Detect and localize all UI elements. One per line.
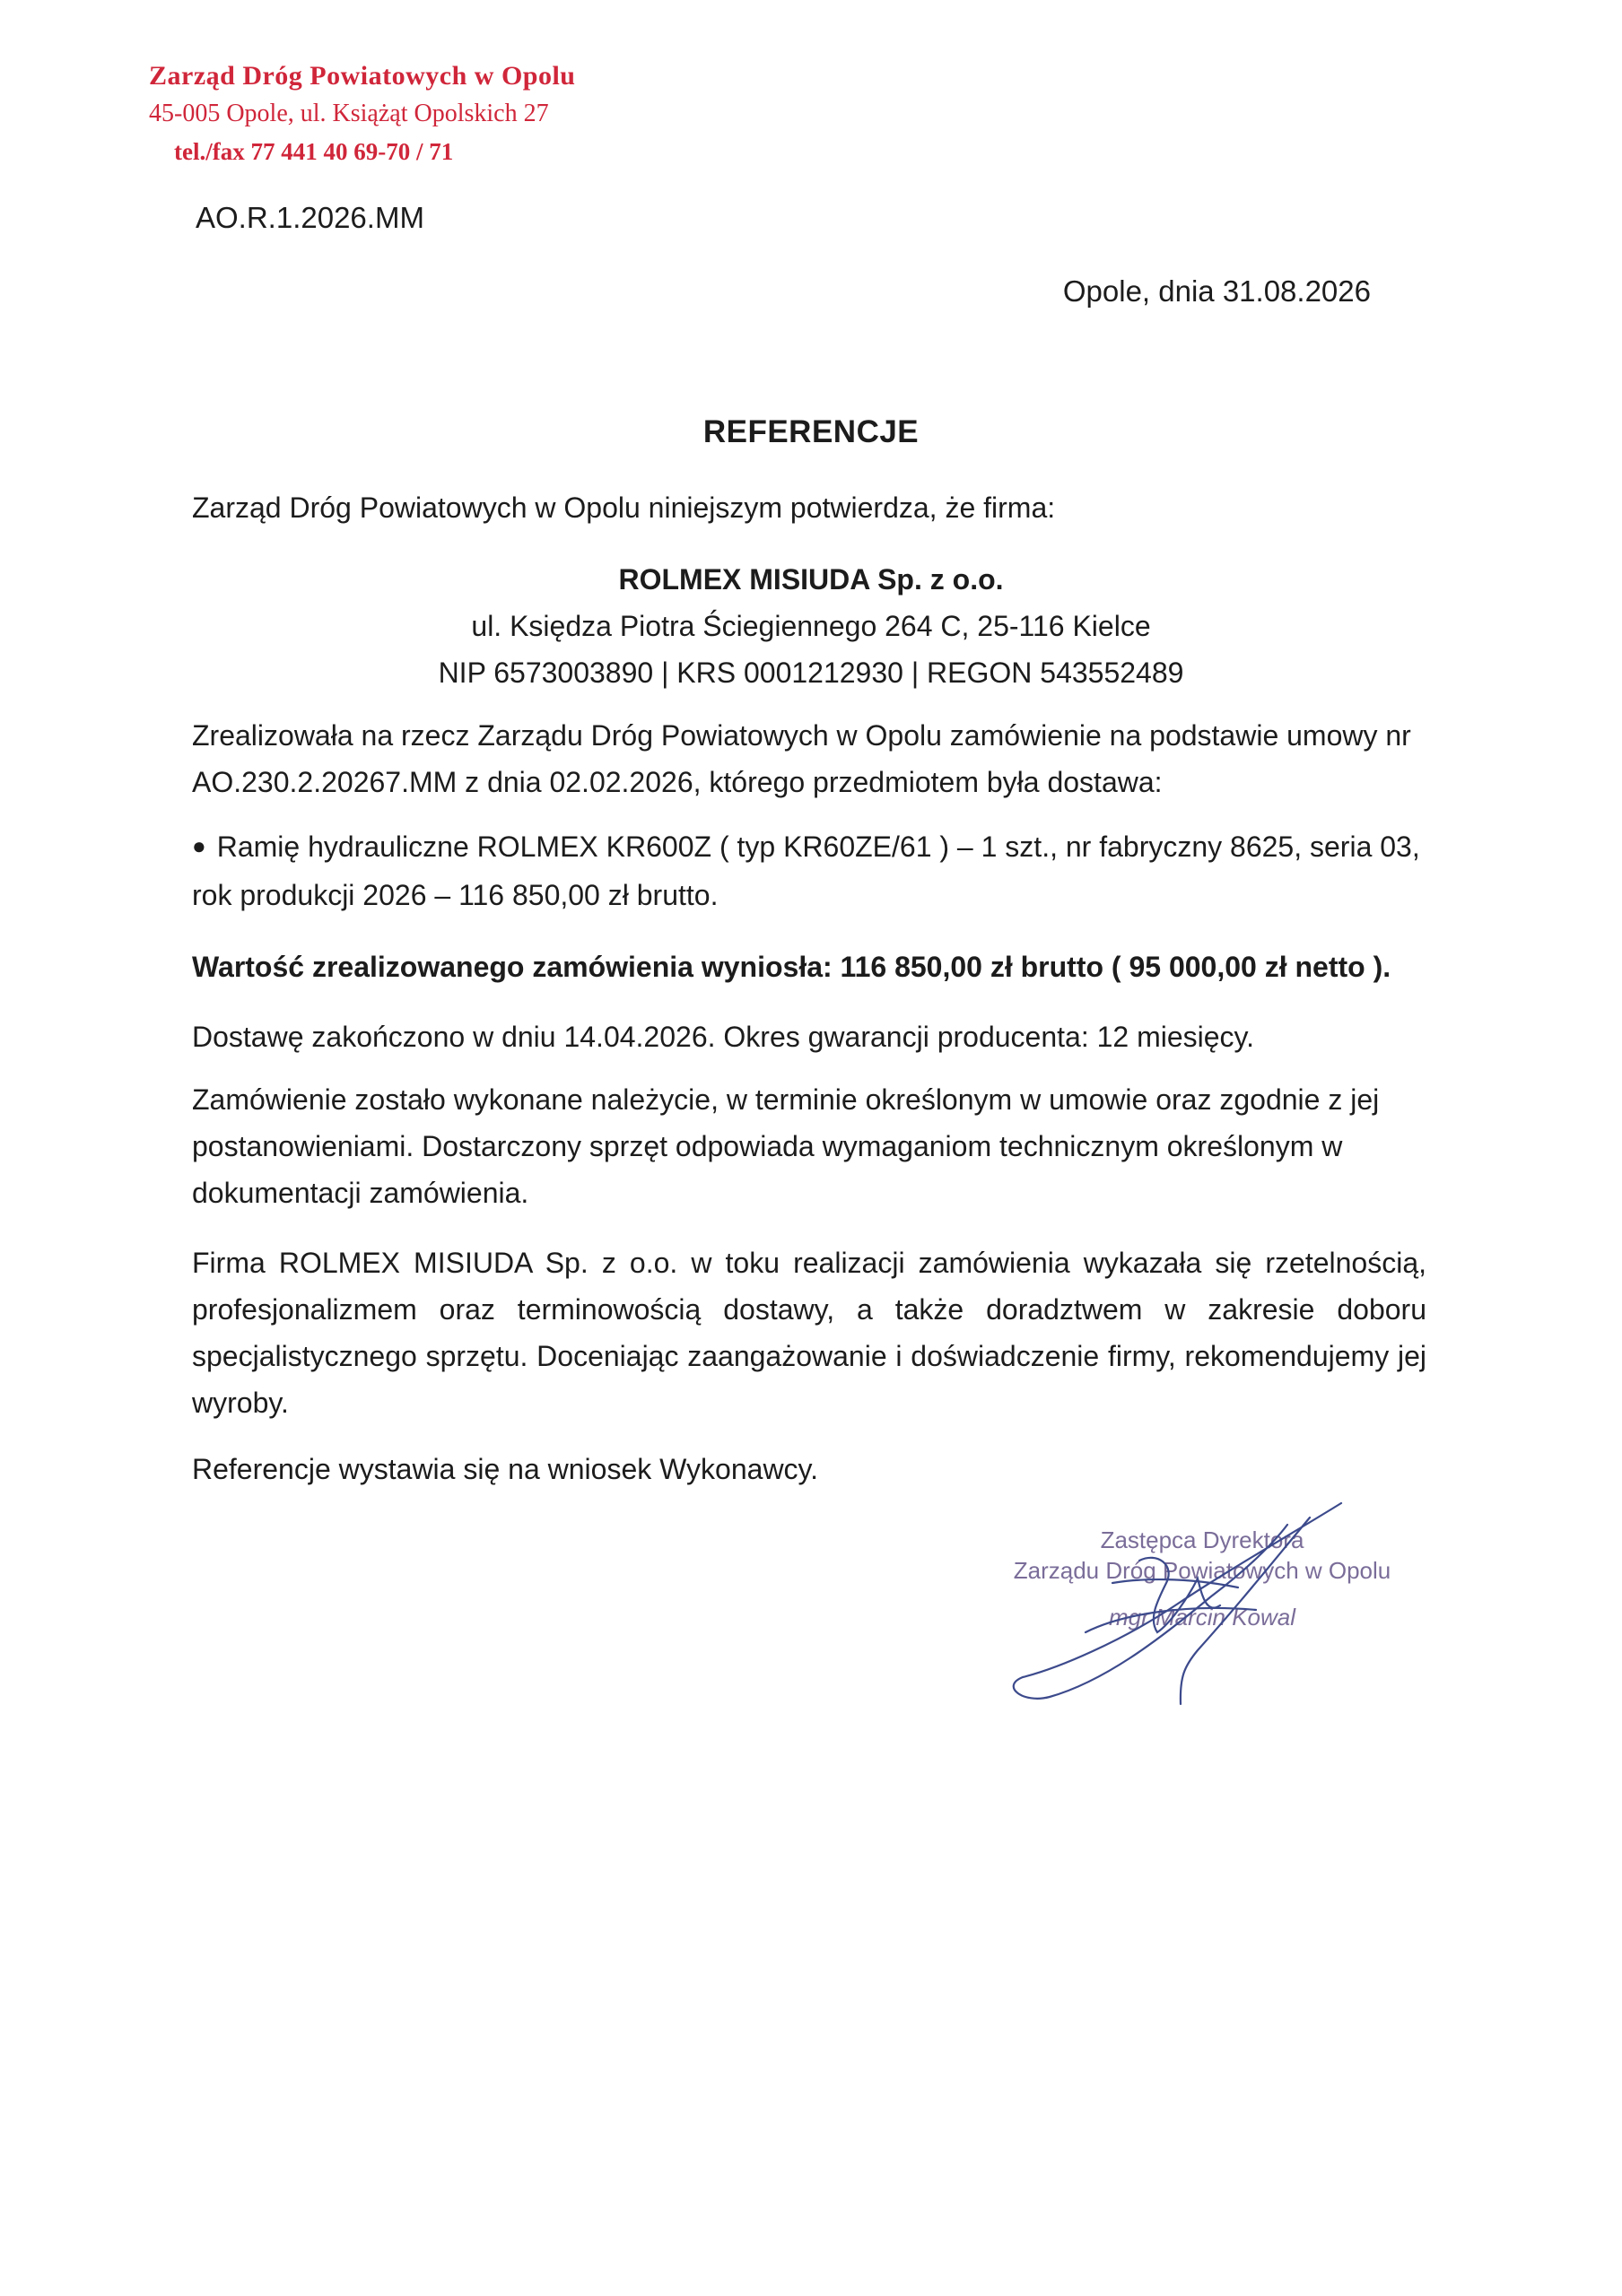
contract-paragraph: Zrealizowała na rzecz Zarządu Dróg Powiatowych w Opolu zamówienie na podstawie umowy nr AO.230.2.20267.MM z dnia 02.02.2026, którego przedmiotem była dostawa: — [192, 719, 1411, 798]
document-title: REFERENCJE — [702, 414, 920, 449]
company-address: ul. Księdza Piotra Ściegiennego 264 C, 25-116 Kielce — [471, 610, 1151, 642]
stamp-phone-fax: tel./fax 77 441 40 69-70 / 71 — [174, 138, 454, 165]
signatory-name: mgr Marcin Kowal — [1108, 1604, 1296, 1631]
signature-block — [1005, 1498, 1408, 1731]
header-stamp — [149, 57, 576, 170]
execution-paragraph: Zamówienie zostało wykonane należycie, w terminie określonym w umowie oraz zgodnie z jej postanowieniami. Dostarczony sprzęt odpowiada wymaganiom technicznym określonym w dokumentacji zamówienia. — [192, 1083, 1380, 1209]
company-name: ROLMEX MISIUDA Sp. z o.o. — [618, 563, 1004, 596]
stamp-address: 45-005 Opole, ul. Książąt Opolskich 27 — [149, 100, 549, 127]
order-value-statement: Wartość zrealizowanego zamówienia wyniosła: 116 850,00 zł brutto ( 95 000,00 zł netto ). — [192, 951, 1391, 983]
place-and-date: Opole, dnia 31.08.2026 — [1062, 274, 1371, 308]
delivery-item-text: Ramię hydrauliczne ROLMEX KR600Z ( typ KR60ZE/61 ) – 1 szt., nr fabryczny 8625, seria 03, rok produkcji 2026 – 116 850,00 zł brutto. — [192, 831, 1420, 911]
bullet-icon: ● — [192, 832, 206, 859]
signatory-institution: Zarządu Dróg Powiatowych w Opolu — [1013, 1557, 1391, 1584]
handwritten-signature — [1005, 1498, 1408, 1731]
recommendation-paragraph: Firma ROLMEX MISIUDA Sp. z o.o. w toku realizacji zamówienia wykazała się rzetelnością, profesjonalizmem oraz terminowością dostawy, a także doradztwem w zakresie doboru specjalistycznego sprzętu. Doceniając zaangażowanie i doświadczenie firmy, rekomendujemy jej wyroby. — [192, 1247, 1426, 1419]
company-block — [0, 556, 1622, 696]
reference-number: AO.R.1.2026.MM — [196, 201, 424, 234]
company-registry-numbers: NIP 6573003890 | KRS 0001212930 | REGON 543552489 — [438, 657, 1184, 689]
stamp-institution-name: Zarząd Dróg Powiatowych w Opolu — [149, 61, 576, 91]
intro-paragraph: Zarząd Dróg Powiatowych w Opolu niniejszym potwierdza, że firma: — [192, 491, 1056, 524]
delivery-item — [192, 823, 1426, 918]
completion-paragraph: Dostawę zakończono w dniu 14.04.2026. Okres gwarancji producenta: 12 miesięcy. — [192, 1021, 1255, 1053]
signatory-position: Zastępca Dyrektora — [1100, 1526, 1304, 1553]
closing-paragraph: Referencje wystawia się na wniosek Wykonawcy. — [192, 1453, 819, 1485]
